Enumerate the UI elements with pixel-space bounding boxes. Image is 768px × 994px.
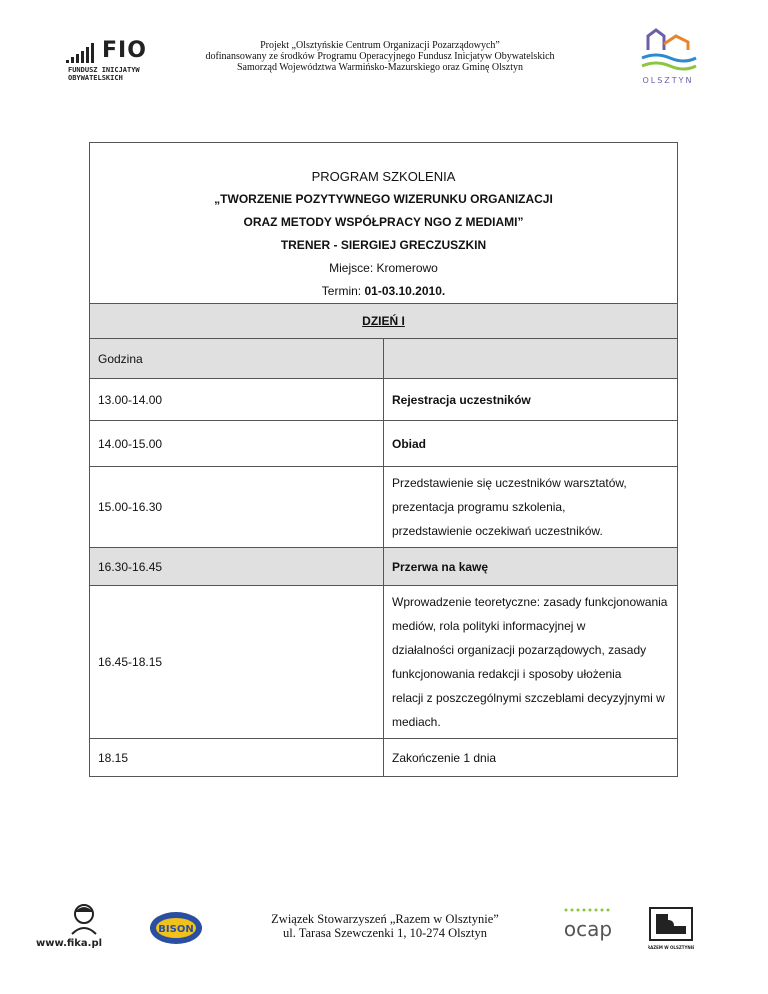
row-description: Zakończenie 1 dnia [384,739,678,777]
program-title-cell [90,143,678,304]
row-time: 14.00-15.00 [90,421,384,467]
page-footer [0,898,768,968]
fika-logo-text: www.fika.pl [36,938,103,949]
person-face-icon [66,902,106,936]
table-row [90,586,678,739]
footer-line-2: ul. Tarasa Szewczenki 1, 10-274 Olsztyn [282,926,488,940]
column-header-empty [384,339,678,379]
day-heading: DZIEŃ I [90,304,678,339]
fio-logo-subtitle: FUNDUSZ INICJATYW OBYWATELSKICH [68,66,140,82]
program-title-line-1: „TWORZENIE POZYTYWNEGO WIZERUNKU ORGANIZACJI [214,192,553,206]
table-row [90,739,678,777]
footer-line-1: Związek Stowarzyszeń „Razem w Olsztynie” [271,912,499,926]
row-description: Rejestracja uczestników [384,379,678,421]
svg-text:ocap: ocap [563,917,613,941]
row-description: Przedstawienie się uczestników warsztatów, prezentacja programu szkolenia, przedstawienie oczekiwań uczestników. [384,467,678,548]
olsztyn-logo [636,28,700,94]
row-time: 13.00-14.00 [90,379,384,421]
place-info: Miejsce: Kromerowo [329,261,438,275]
header-line-1: Projekt „Olsztyńskie Centrum Organizacji Pozarządowych” [260,40,500,51]
bison-logo [148,908,204,948]
header-project-info [180,40,580,73]
table-row [90,421,678,467]
program-heading: PROGRAM SZKOLENIA [311,169,456,184]
date-info: Termin: 01-03.10.2010. [321,284,446,298]
row-time: 16.30-16.45 [90,548,384,586]
fio-logo-text: FIO [102,38,147,63]
footer-address [230,912,540,940]
olsztyn-city-icon [636,28,700,74]
table-row [90,467,678,548]
row-description: Wprowadzenie teoretyczne: zasady funkcjonowania mediów, rola polityki informacyjnej w działalności organizacji pozarządowych, zasady funkcjonowania redakcji i sposoby ułożenia relacji z poszczególnymi szczeblami decyzyjnymi w mediach. [384,586,678,739]
row-time: 18.15 [90,739,384,777]
puzzle-icon [648,906,694,952]
program-table [89,142,678,777]
row-time: 15.00-16.30 [90,467,384,548]
bison-emblem-icon [148,908,204,948]
trainer-name: TRENER - SIERGIEJ GRECZUSZKIN [280,238,487,252]
row-time: 16.45-18.15 [90,586,384,739]
header-line-3: Samorząd Województwa Warmińsko-Mazurskiego oraz Gminę Olsztyn [236,62,523,73]
fika-logo [36,902,116,958]
page-header [0,28,768,98]
svg-text:RAZEM W OLSZTYNIE: RAZEM W OLSZTYNIE [648,945,694,950]
column-header-time: Godzina [90,339,384,379]
row-description: Obiad [384,421,678,467]
ocap-logo-icon [560,906,616,950]
table-row [90,379,678,421]
equalizer-icon [66,42,100,64]
table-row [90,548,678,586]
razem-logo [648,906,694,952]
fio-logo [66,38,162,94]
ocap-logo [560,906,616,950]
svg-text:BISON: BISON [158,924,194,935]
olsztyn-logo-text: OLSZTYN [642,76,694,85]
program-title-line-2: ORAZ METODY WSPÓŁPRACY NGO Z MEDIAMI” [243,215,524,229]
row-description: Przerwa na kawę [384,548,678,586]
header-line-2: dofinansowany ze środków Programu Operacyjnego Fundusz Inicjatyw Obywatelskich [205,51,555,62]
